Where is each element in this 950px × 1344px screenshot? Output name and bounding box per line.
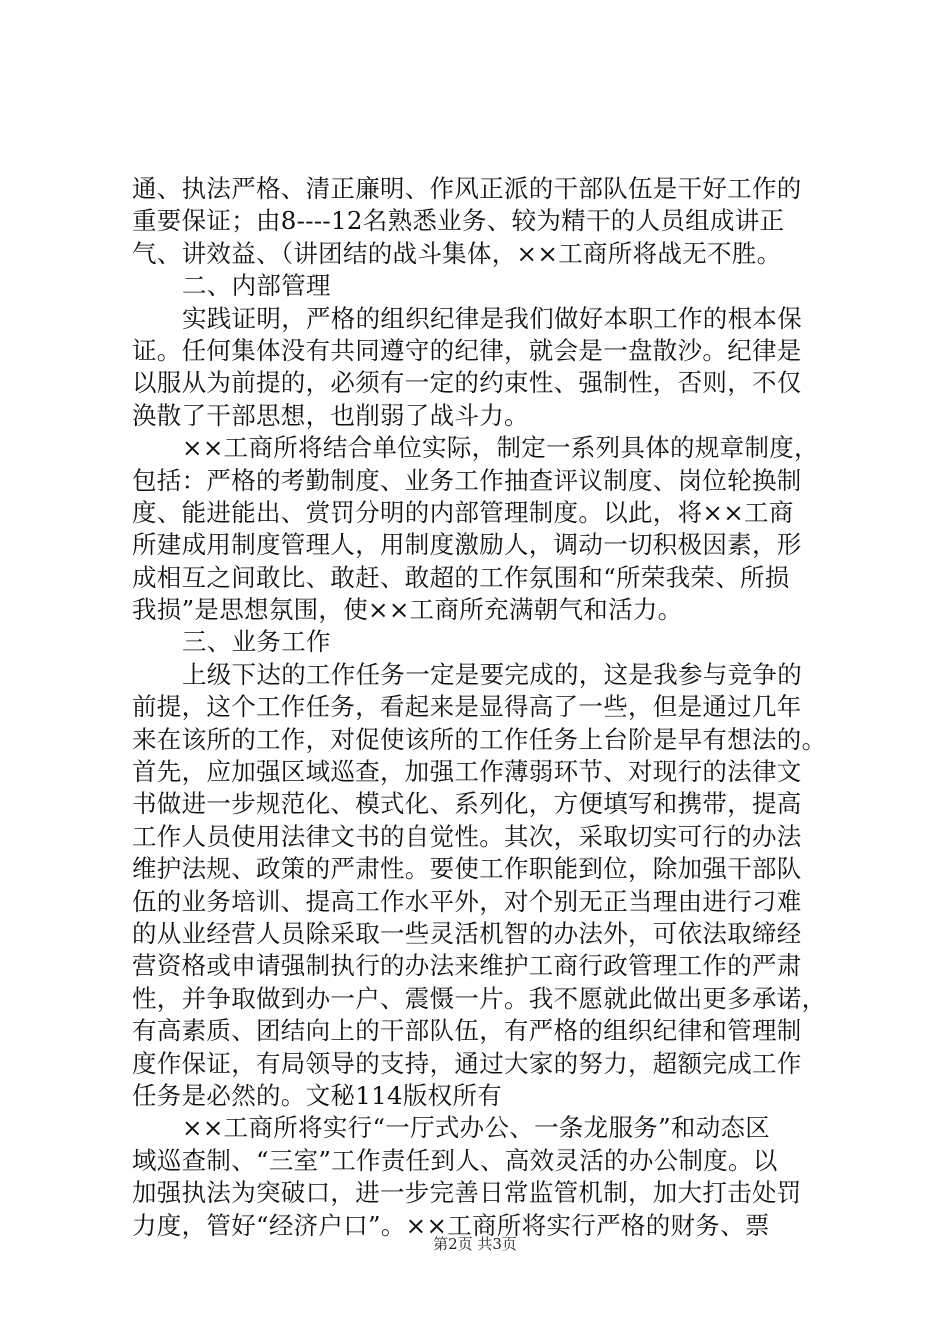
text-line: 任务是必然的。文秘114版权所有 [132,1080,503,1110]
text-line: 加强执法为突破口，进一步完善日常监管机制，加大打击处罚 [132,1178,802,1208]
text-line: 首先，应加强区域巡查，加强工作薄弱环节、对现行的法律文 [132,757,802,787]
text-line: 来在该所的工作，对促使该所的工作任务上台阶是早有想法的。 [132,724,827,754]
text-line: ××工商所将结合单位实际，制定一系列具体的规章制度， [182,433,819,463]
text-line: 有高素质、团结向上的干部队伍，有严格的组织纪律和管理制 [132,1016,802,1046]
text-line: 以服从为前提的，必须有一定的约束性、强制性，否则，不仅 [132,368,802,398]
section-heading: 二、内部管理 [182,271,331,301]
text-line: 前提，这个工作任务，看起来是显得高了一些，但是通过几年 [132,692,802,722]
text-line: 工作人员使用法律文书的自觉性。其次，采取切实可行的办法 [132,821,802,851]
text-line: 证。任何集体没有共同遵守的纪律，就会是一盘散沙。纪律是 [132,335,802,365]
text-line: 维护法规、政策的严肃性。要使工作职能到位，除加强干部队 [132,854,802,884]
text-line: 上级下达的工作任务一定是要完成的，这是我参与竞争的 [182,659,802,689]
text-line: 成相互之间敢比、敢赶、敢超的工作氛围和“所荣我荣、所损 [132,562,790,592]
text-line: 重要保证；由8----12名熟悉业务、较为精干的人员组成讲正 [132,206,785,236]
text-line: 通、执法严格、清正廉明、作风正派的干部队伍是干好工作的 [132,174,802,203]
text-line: 气、讲效益、（讲团结的战斗集体，××工商所将战无不胜。 [132,238,782,268]
section-heading: 三、业务工作 [182,627,331,657]
text-line: 度作保证，有局领导的支持，通过大家的努力，超额完成工作 [132,1048,802,1078]
text-line: 力度，管好“经济户口”。××工商所将实行严格的财务、票 [132,1210,770,1240]
text-line: 度、能进能出、赏罚分明的内部管理制度。以此，将××工商 [132,497,794,527]
text-line: ××工商所将实行“一厅式办公、一条龙服务”和动态区 [182,1113,771,1143]
text-line: 我损”是思想氛围，使××工商所充满朝气和活力。 [132,595,683,625]
text-line: 伍的业务培训、提高工作水平外，对个别无正当理由进行刁难 [132,886,802,916]
text-line: 营资格或申请强制执行的办法来维护工商行政管理工作的严肃 [132,951,802,981]
page-footer: 第2页 共3页 [433,1235,517,1253]
text-line: 所建成用制度管理人，用制度激励人，调动一切积极因素，形 [132,530,802,560]
text-line: 的从业经营人员除采取一些灵活机智的办法外，可依法取缔经 [132,918,802,948]
text-line: 性，并争取做到办一户、震慑一片。我不愿就此做出更多承诺， [132,983,827,1013]
text-line: 包括：严格的考勤制度、业务工作抽查评议制度、岗位轮换制 [132,465,802,495]
text-line: 域巡查制、“三室”工作责任到人、高效灵活的办公制度。以 [132,1145,778,1175]
text-line: 书做进一步规范化、模式化、系列化，方便填写和携带，提高 [132,789,802,819]
document-body [132,173,832,1242]
text-line: 实践证明，严格的组织纪律是我们做好本职工作的根本保 [182,303,802,333]
text-line: 涣散了干部思想，也削弱了战斗力。 [132,400,529,430]
